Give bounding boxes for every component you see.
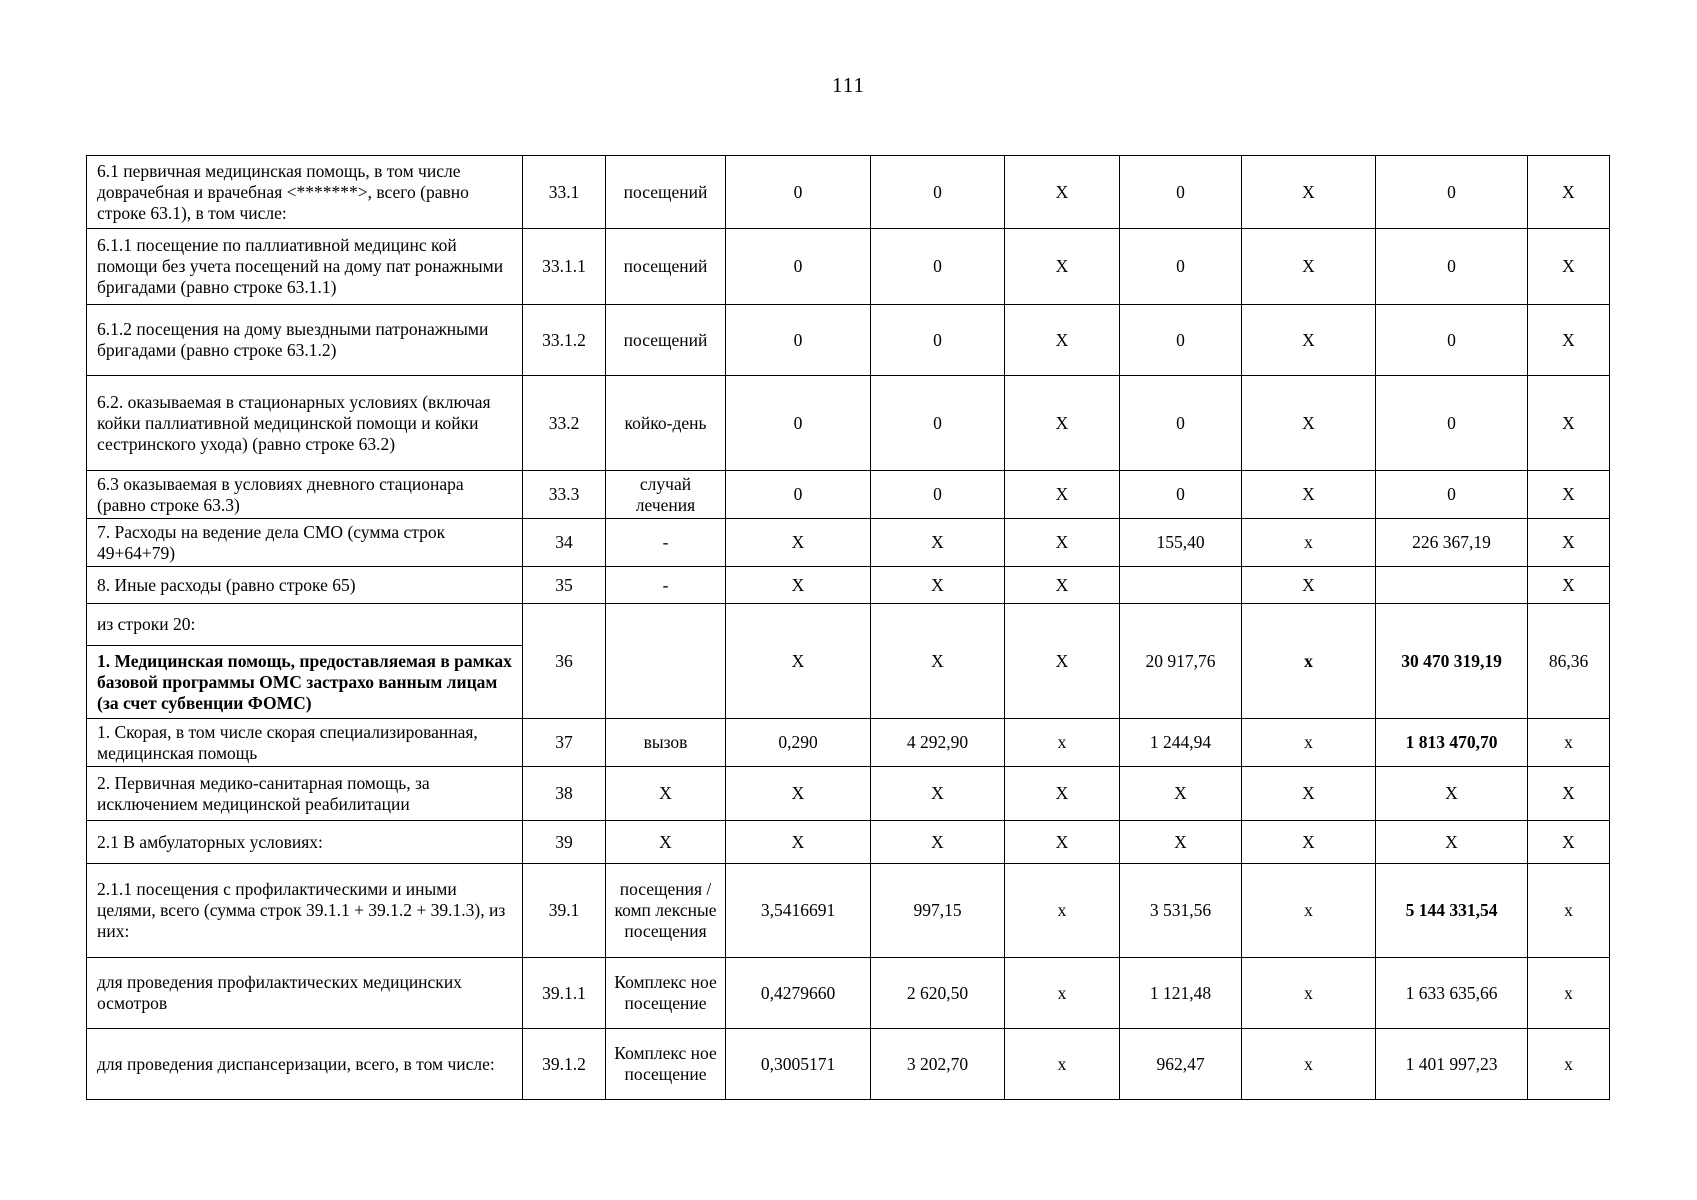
cell-v9: X — [1528, 767, 1610, 821]
cell-v5: x — [1005, 864, 1120, 958]
cell-v3: 0 — [726, 376, 871, 471]
cell-v8: 1 401 997,23 — [1376, 1029, 1528, 1100]
cell-v5: X — [1005, 767, 1120, 821]
cell-v7: X — [1242, 156, 1376, 229]
cell-v7: x — [1242, 604, 1376, 719]
cell-name: 2.1 В амбулаторных условиях: — [87, 821, 523, 864]
cell-v6: 3 531,56 — [1120, 864, 1242, 958]
cell-line: 33.3 — [523, 471, 606, 519]
cell-v5: X — [1005, 471, 1120, 519]
cell-v8: X — [1376, 767, 1528, 821]
table-row — [87, 958, 1610, 1029]
cell-unit: посещений — [606, 229, 726, 305]
cell-v4: X — [871, 519, 1005, 567]
cell-v9: X — [1528, 519, 1610, 567]
cell-name: 2. Первичная медико-санитарная помощь, за исключением медицинской реабилитации — [87, 767, 523, 821]
cell-line: 33.1.2 — [523, 305, 606, 376]
cell-unit: Комплекс ное посещение — [606, 1029, 726, 1100]
cell-v6: 0 — [1120, 305, 1242, 376]
cell-v3: 0 — [726, 471, 871, 519]
table-row — [87, 1029, 1610, 1100]
cell-v6: 155,40 — [1120, 519, 1242, 567]
cell-v8: 0 — [1376, 229, 1528, 305]
data-table — [86, 155, 1610, 1100]
cell-v5: X — [1005, 229, 1120, 305]
page-number: 111 — [832, 73, 865, 97]
cell-v7: X — [1242, 821, 1376, 864]
table-row — [87, 821, 1610, 864]
cell-v4: 0 — [871, 156, 1005, 229]
cell-v3: 0 — [726, 156, 871, 229]
cell-v7: x — [1242, 864, 1376, 958]
cell-v6 — [1120, 567, 1242, 604]
cell-v8: 1 633 635,66 — [1376, 958, 1528, 1029]
table-row — [87, 229, 1610, 305]
cell-v3: 3,5416691 — [726, 864, 871, 958]
cell-v4: X — [871, 821, 1005, 864]
cell-unit: койко-день — [606, 376, 726, 471]
cell-v5: x — [1005, 719, 1120, 767]
cell-unit: посещения /комп лексные посещения — [606, 864, 726, 958]
table-row — [87, 305, 1610, 376]
cell-v5: X — [1005, 376, 1120, 471]
cell-unit: X — [606, 767, 726, 821]
cell-name: 1. Медицинская помощь, предоставляемая в рамках базовой программы ОМС застрахо ванным лицам (за счет субвенции ФОМС) — [87, 646, 523, 719]
cell-v4: X — [871, 767, 1005, 821]
cell-v8: 1 813 470,70 — [1376, 719, 1528, 767]
cell-v9: 86,36 — [1528, 604, 1610, 719]
table-row — [87, 864, 1610, 958]
cell-line: 35 — [523, 567, 606, 604]
cell-v9: x — [1528, 1029, 1610, 1100]
cell-unit: посещений — [606, 305, 726, 376]
cell-line: 33.1 — [523, 156, 606, 229]
cell-v8: X — [1376, 821, 1528, 864]
cell-v7: X — [1242, 567, 1376, 604]
cell-v8: 0 — [1376, 305, 1528, 376]
cell-name: 6.1 первичная медицинская помощь, в том числе доврачебная и врачебная <*******>, всего (равно строке 63.1), в том числе: — [87, 156, 523, 229]
cell-unit — [606, 604, 726, 719]
cell-v8: 0 — [1376, 156, 1528, 229]
cell-unit: случай лечения — [606, 471, 726, 519]
cell-v6: 0 — [1120, 471, 1242, 519]
cell-v6: 1 121,48 — [1120, 958, 1242, 1029]
cell-v6: X — [1120, 767, 1242, 821]
cell-v5: x — [1005, 1029, 1120, 1100]
cell-v6: 1 244,94 — [1120, 719, 1242, 767]
cell-v9: X — [1528, 156, 1610, 229]
cell-v4: 0 — [871, 305, 1005, 376]
cell-v5: X — [1005, 821, 1120, 864]
cell-v9: X — [1528, 376, 1610, 471]
cell-v4: X — [871, 567, 1005, 604]
cell-v7: X — [1242, 471, 1376, 519]
cell-v9: X — [1528, 821, 1610, 864]
cell-v7: x — [1242, 958, 1376, 1029]
cell-v3: X — [726, 767, 871, 821]
cell-v9: x — [1528, 958, 1610, 1029]
cell-v4: 0 — [871, 471, 1005, 519]
cell-v7: x — [1242, 1029, 1376, 1100]
cell-unit: - — [606, 567, 726, 604]
cell-v4: 0 — [871, 376, 1005, 471]
cell-v5: X — [1005, 604, 1120, 719]
cell-v3: X — [726, 821, 871, 864]
cell-v8 — [1376, 567, 1528, 604]
cell-v7: X — [1242, 376, 1376, 471]
cell-v6: 0 — [1120, 229, 1242, 305]
table-row — [87, 767, 1610, 821]
cell-line: 34 — [523, 519, 606, 567]
cell-line: 37 — [523, 719, 606, 767]
cell-v3: 0,3005171 — [726, 1029, 871, 1100]
cell-v8: 5 144 331,54 — [1376, 864, 1528, 958]
cell-name: 6.2. оказываемая в стационарных условиях (включая койки паллиативной медицинской помощи и койки сестринского ухода) (равно строке 63.2) — [87, 376, 523, 471]
cell-line: 33.1.1 — [523, 229, 606, 305]
cell-v6: X — [1120, 821, 1242, 864]
cell-v5: X — [1005, 305, 1120, 376]
cell-line: 39 — [523, 821, 606, 864]
cell-v9: X — [1528, 305, 1610, 376]
cell-v9: X — [1528, 567, 1610, 604]
cell-v4: 997,15 — [871, 864, 1005, 958]
cell-v6: 962,47 — [1120, 1029, 1242, 1100]
cell-line: 39.1.2 — [523, 1029, 606, 1100]
table-row — [87, 156, 1610, 229]
cell-v4: 4 292,90 — [871, 719, 1005, 767]
cell-name: 1. Скорая, в том числе скорая специализированная, медицинская помощь — [87, 719, 523, 767]
cell-v8: 0 — [1376, 471, 1528, 519]
cell-v8: 0 — [1376, 376, 1528, 471]
cell-v9: x — [1528, 719, 1610, 767]
cell-v7: X — [1242, 305, 1376, 376]
table-row — [87, 471, 1610, 519]
cell-v3: 0 — [726, 229, 871, 305]
cell-name: 2.1.1 посещения с профилактическими и иными целями, всего (сумма строк 39.1.1 + 39.1.2 + 39.1.3), из них: — [87, 864, 523, 958]
cell-v3: 0,4279660 — [726, 958, 871, 1029]
table-row — [87, 376, 1610, 471]
cell-v9: X — [1528, 471, 1610, 519]
cell-name: 8. Иные расходы (равно строке 65) — [87, 567, 523, 604]
cell-line: 33.2 — [523, 376, 606, 471]
cell-v4: X — [871, 604, 1005, 719]
cell-v8: 30 470 319,19 — [1376, 604, 1528, 719]
cell-v8: 226 367,19 — [1376, 519, 1528, 567]
cell-line: 36 — [523, 604, 606, 719]
cell-line: 38 — [523, 767, 606, 821]
cell-v5: X — [1005, 156, 1120, 229]
cell-v5: X — [1005, 567, 1120, 604]
cell-v9: X — [1528, 229, 1610, 305]
cell-name: 6.1.2 посещения на дому выездными патронажными бригадами (равно строке 63.1.2) — [87, 305, 523, 376]
cell-name: для проведения диспансеризации, всего, в том числе: — [87, 1029, 523, 1100]
cell-v6: 20 917,76 — [1120, 604, 1242, 719]
cell-v7: x — [1242, 719, 1376, 767]
table-row — [87, 719, 1610, 767]
cell-v9: x — [1528, 864, 1610, 958]
cell-v4: 3 202,70 — [871, 1029, 1005, 1100]
cell-name: для проведения профилактических медицинских осмотров — [87, 958, 523, 1029]
cell-v3: 0 — [726, 305, 871, 376]
cell-v3: X — [726, 604, 871, 719]
cell-v6: 0 — [1120, 156, 1242, 229]
cell-unit: Комплекс ное посещение — [606, 958, 726, 1029]
cell-v4: 0 — [871, 229, 1005, 305]
cell-v7: X — [1242, 229, 1376, 305]
cell-subheading: из строки 20: — [87, 604, 523, 646]
cell-v7: X — [1242, 767, 1376, 821]
cell-line: 39.1 — [523, 864, 606, 958]
cell-unit: X — [606, 821, 726, 864]
table-row — [87, 519, 1610, 567]
cell-unit: вызов — [606, 719, 726, 767]
cell-name: 6.1.1 посещение по паллиативной медицинс кой помощи без учета посещений на дому пат ронажными бригадами (равно строке 63.1.1) — [87, 229, 523, 305]
cell-name: 7. Расходы на ведение дела СМО (сумма строк 49+64+79) — [87, 519, 523, 567]
cell-v5: X — [1005, 519, 1120, 567]
table-row — [87, 567, 1610, 604]
cell-v4: 2 620,50 — [871, 958, 1005, 1029]
cell-unit: посещений — [606, 156, 726, 229]
cell-v7: x — [1242, 519, 1376, 567]
cell-line: 39.1.1 — [523, 958, 606, 1029]
cell-v3: 0,290 — [726, 719, 871, 767]
cell-v5: x — [1005, 958, 1120, 1029]
cell-unit: - — [606, 519, 726, 567]
cell-v3: X — [726, 567, 871, 604]
cell-v3: X — [726, 519, 871, 567]
cell-v6: 0 — [1120, 376, 1242, 471]
cell-name: 6.3 оказываемая в условиях дневного стационара (равно строке 63.3) — [87, 471, 523, 519]
table-row — [87, 604, 1610, 646]
